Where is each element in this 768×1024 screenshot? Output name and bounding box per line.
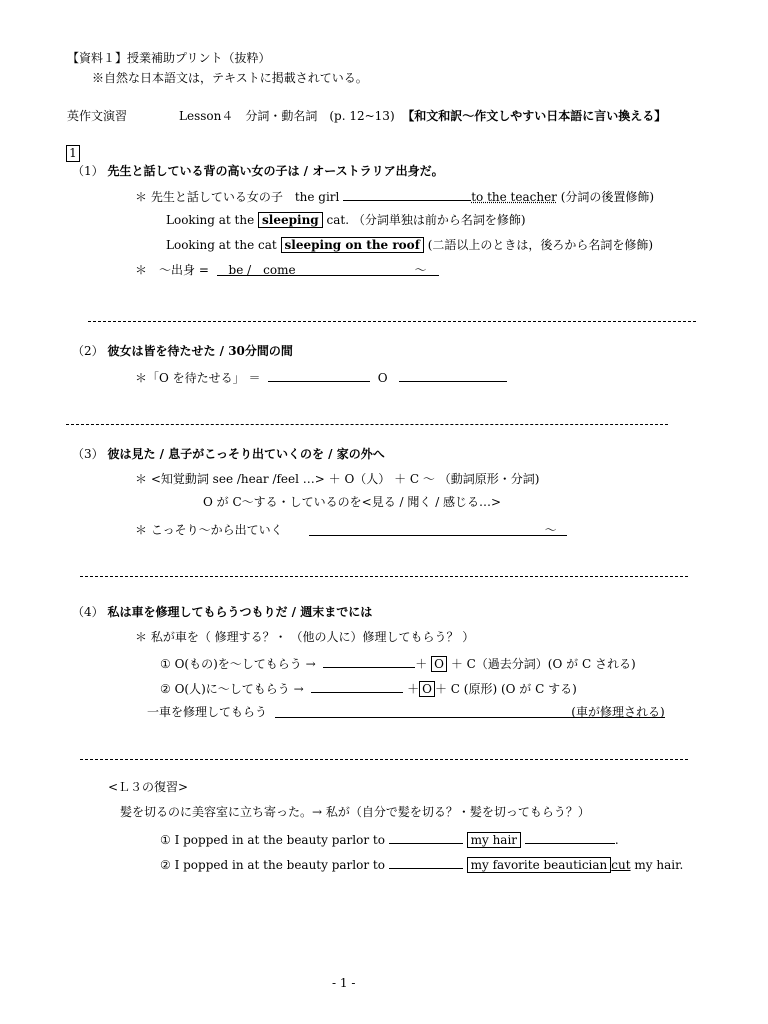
review-box-my-hair: my hair (467, 832, 521, 848)
q2-heading: （2） 彼女は皆を待たせた / 30分間の間 (72, 344, 293, 358)
q1-line-c: Looking at the cat sleeping on the roof (二語以上のときは，後ろから名詞を修飾) (166, 238, 654, 252)
page-number: - 1 - (332, 976, 356, 990)
doc-note: ※自然な日本語文は，テキストに掲載されている。 (92, 71, 368, 85)
q1-blank-a[interactable] (343, 187, 471, 201)
q4-blank-c[interactable] (311, 679, 403, 693)
q1-line-b: Looking at the sleeping cat. （分詞単独は前から名詞を修飾) (166, 213, 526, 227)
q3-line-a: ＊ <知覚動詞 see /hear /feel …> ＋ O（人） ＋ C ～ （動詞原形・分詞) (135, 472, 540, 486)
q2-blank-2[interactable] (399, 368, 507, 382)
review-question: 髪を切るのに美容室に立ち寄った。→ 私が（自分で髪を切る？・髪を切ってもらう？） (120, 805, 590, 819)
q3-line-c: ＊ こっそり～から出ていく ～ (135, 522, 567, 538)
review-blank-a2[interactable] (525, 830, 615, 844)
q1-heading (72, 163, 444, 179)
q4-line-d: 一車を修理してもらう (車が修理される) (147, 705, 665, 719)
q1-blank-d[interactable]: be / come ～ (217, 262, 439, 276)
q4-line-b: ① O(もの)を～してもらう → ＋ O ＋ C（過去分詞）(O が C される) (160, 654, 636, 672)
divider (80, 576, 688, 577)
q3-line-b: O が C～する・しているのを<見る / 聞く / 感じる…> (203, 495, 502, 509)
divider (88, 321, 696, 322)
q4-heading: （4） 私は車を修理してもらうつもりだ / 週末までには (72, 605, 373, 619)
q4-blank-b[interactable] (323, 654, 415, 668)
q4-line-a: ＊ 私が車を（ 修理する？・ （他の人に）修理してもらう？ ） (135, 630, 475, 644)
q2-line-a: ＊「O を待たせる」 ＝ O (135, 368, 507, 386)
review-blank-a1[interactable] (389, 830, 463, 844)
course-name: 英作文演習 (67, 109, 128, 123)
q4-line-c: ② O(人)に～してもらう → ＋ O ＋ C (原形) (O が C する) (160, 679, 577, 697)
review-box-beautician: my favorite beautician (467, 857, 612, 873)
q1-box-sleeping: sleeping (258, 212, 323, 228)
q1-line-d: ＊ ～出身 = be / come ～ (135, 262, 439, 278)
q1-box-sleeping-roof: sleeping on the roof (281, 237, 424, 253)
review-title: <Ｌ３の復習> (108, 780, 189, 794)
q4-blank-d[interactable]: (車が修理される) (275, 704, 665, 718)
section-number-box: 1 (66, 145, 80, 162)
review-blank-b1[interactable] (389, 855, 463, 869)
q2-blank-1[interactable] (268, 368, 370, 382)
lesson-theme: 【和文和訳～作文しやすい日本語に言い換える】 (402, 109, 667, 123)
review-line-a: ① I popped in at the beauty parlor to my hair . (160, 830, 619, 848)
lesson-title: Lesson４ 分詞・動名詞 (p. 12~13) (179, 109, 395, 123)
course-line (67, 108, 666, 124)
q3-heading: （3） 彼は見た / 息子がこっそり出ていくのを / 家の外へ (72, 447, 385, 461)
q1-line-a: ＊ 先生と話している女の子 the girl to the teacher (分詞の後置修飾) (135, 187, 654, 205)
doc-title: 【資料１】授業補助プリント（抜粋） (67, 51, 271, 65)
review-line-b: ② I popped in at the beauty parlor to my favorite beautician cut my hair. (160, 855, 683, 873)
q4-box-o: O (431, 656, 447, 672)
divider (80, 759, 688, 760)
q3-blank[interactable]: ～ (309, 522, 567, 536)
q4-box-o: O (419, 681, 435, 697)
divider (66, 424, 668, 425)
q1-title: 先生と話している背の高い女の子は / オーストラリア出身だ。 (107, 164, 444, 178)
q1-label: （1） (72, 164, 104, 178)
